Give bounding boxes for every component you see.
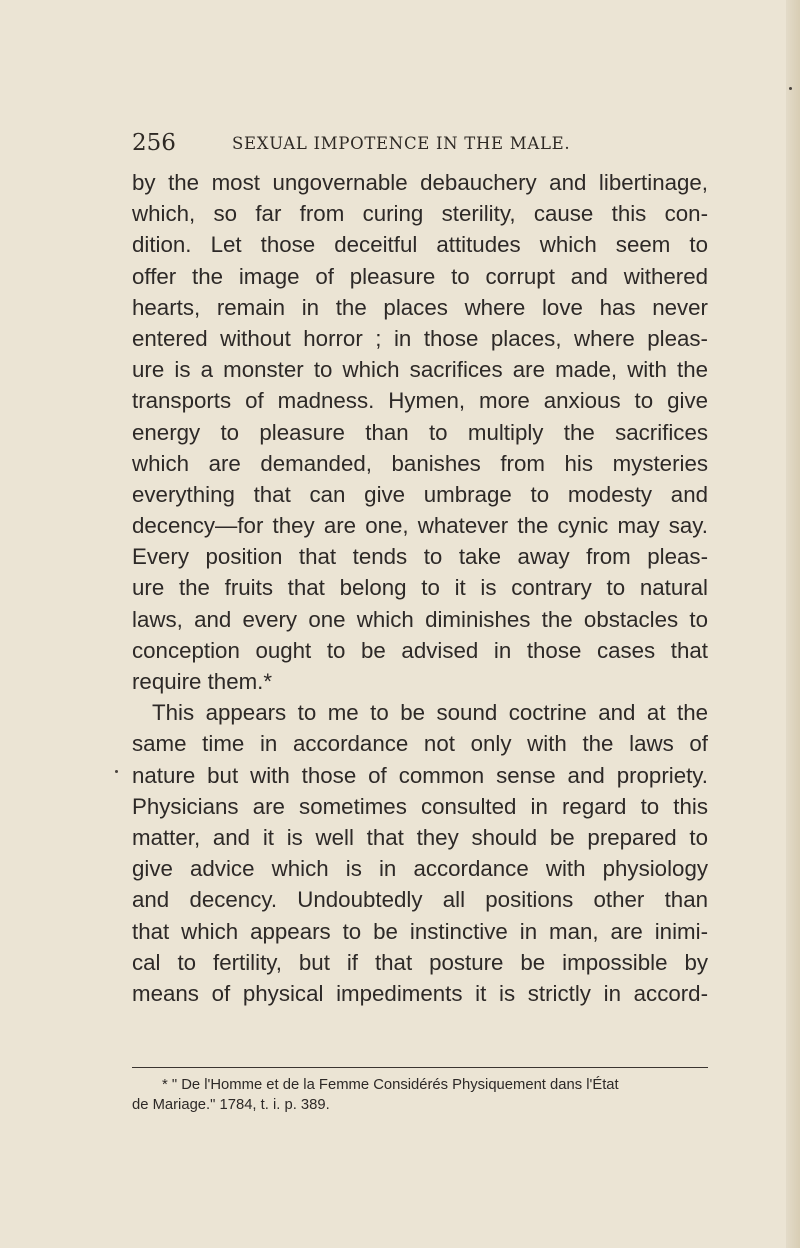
text-line: Every position that tends to take away from pleas- [132, 544, 708, 570]
text-line: hearts, remain in the places where love has never [132, 294, 708, 320]
text-line: offer the image of pleasure to corrupt and withered [132, 263, 708, 289]
text-line: decency—for they are one, whatever the cynic may say. [132, 513, 708, 539]
text-line: and decency. Undoubtedly all positions other than [132, 887, 708, 913]
page-edge-shadow [786, 0, 800, 1248]
text-line: Physicians are sometimes consulted in regard to this [132, 793, 708, 819]
text-line: energy to pleasure than to multiply the sacrifices [132, 419, 708, 445]
text-line: give advice which is in accordance with physiology [132, 856, 708, 882]
text-line: laws, and every one which diminishes the obstacles to [132, 606, 708, 632]
text-line: nature but with those of common sense and propriety. [132, 762, 708, 788]
body-text [132, 167, 708, 1009]
text-line: which, so far from curing sterility, cause this con- [132, 201, 708, 227]
text-line: transports of madness. Hymen, more anxious to give [132, 388, 708, 414]
text-line: that which appears to be instinctive in man, are inimi- [132, 918, 708, 944]
running-title: SEXUAL IMPOTENCE IN THE MALE. [232, 134, 571, 153]
text-line-paragraph-end: require them.* [132, 669, 273, 694]
footnote [132, 1075, 708, 1115]
page-header [132, 128, 712, 162]
text-line: matter, and it is well that they should be prepared to [132, 824, 708, 850]
text-line: by the most ungovernable debauchery and libertinage, [132, 170, 708, 195]
text-line: dition. Let those deceitful attitudes which seem to [132, 232, 708, 258]
footnote-rule [132, 1067, 708, 1068]
page-number: 256 [132, 130, 176, 156]
text-line: ure the fruits that belong to it is contrary to natural [132, 575, 708, 601]
text-line: same time in accordance not only with the laws of [132, 731, 708, 757]
text-line-paragraph-start: This appears to me to be sound coctrine and at the [152, 700, 708, 726]
text-line: which are demanded, banishes from his mysteries [132, 450, 708, 476]
text-line: everything that can give umbrage to modesty and [132, 481, 708, 507]
page-speck [789, 87, 792, 90]
text-line: entered without horror ; in those places, where pleas- [132, 325, 708, 351]
footnote-line: * " De l'Homme et de la Femme Considérés Physiquement dans l'État [162, 1077, 619, 1093]
page-speck [115, 770, 118, 773]
text-line: ure is a monster to which sacrifices are made, with the [132, 357, 708, 383]
text-line: cal to fertility, but if that posture be impossible by [132, 949, 708, 975]
text-line: means of physical impediments it is strictly in accord- [132, 980, 708, 1006]
footnote-line: de Mariage." 1784, t. i. p. 389. [132, 1097, 330, 1113]
text-line: conception ought to be advised in those cases that [132, 637, 708, 663]
